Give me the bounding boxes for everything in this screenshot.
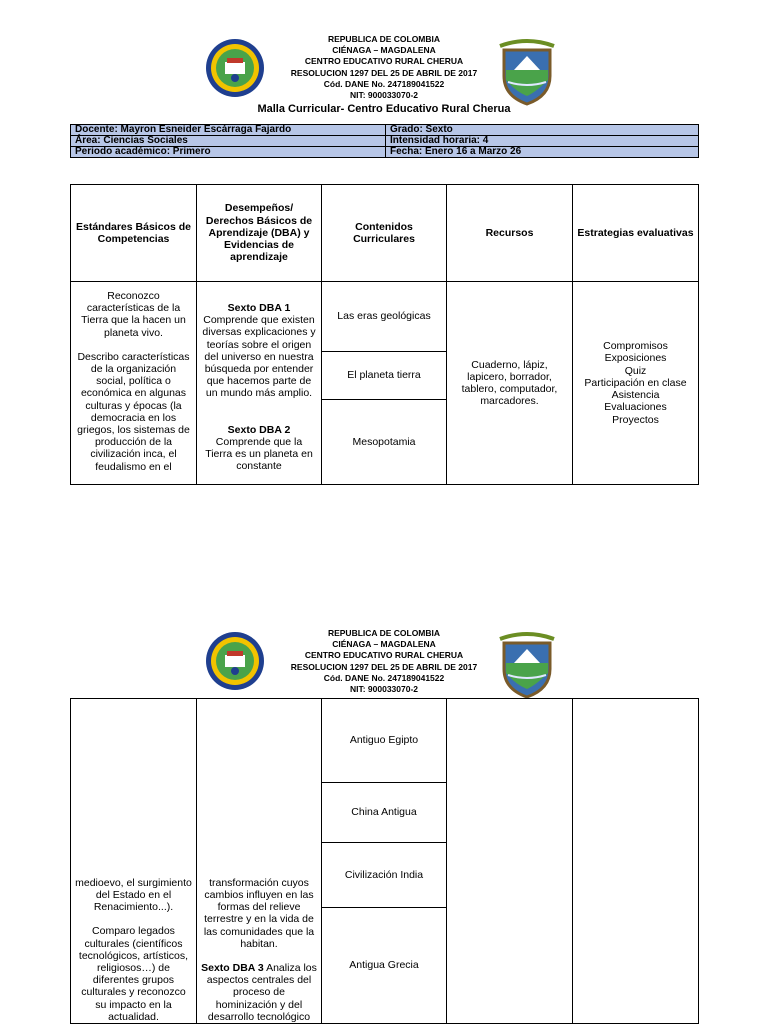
document-subtitle: Malla Curricular- Centro Educativo Rural Cherua bbox=[257, 103, 511, 115]
header-line: CIÉNAGA – MAGDALENA bbox=[332, 45, 436, 56]
grado-cell: Grado: Sexto bbox=[386, 125, 699, 136]
intensidad-cell: Intensidad horaria: 4 bbox=[386, 136, 699, 147]
estrategia-item: Evaluaciones bbox=[604, 401, 667, 414]
dba-text: Comprende que la Tierra es un planeta en constante bbox=[205, 435, 313, 473]
column-header: Desempeños/ Derechos Básicos de Aprendizaje (DBA) y Evidencias de aprendizaje bbox=[196, 184, 322, 282]
institution-header bbox=[270, 628, 498, 695]
estrategia-item: Proyectos bbox=[612, 413, 659, 426]
estrategia-item: Compromisos bbox=[603, 340, 668, 353]
dba-text: Analiza los aspectos centrales del proceso de hominización y del desarrollo tecnológico bbox=[206, 961, 317, 1023]
school-seal-left bbox=[205, 631, 265, 691]
estandares-cell bbox=[70, 698, 197, 1024]
column-header: Estrategias evaluativas bbox=[572, 184, 699, 282]
estandar-text: Describo características de la organización social, política o económica en algunas culturas y épocas (la democracia en los griegos, los sistemas de producción de la civilización inca, el feudalismo en el bbox=[77, 350, 190, 473]
docente-cell: Docente: Mayron Esneider Escárraga Fajardo bbox=[71, 125, 386, 136]
estandar-text: Comparo legados culturales (científicos tecnológicos, artísticos, religiosos…) de diferentes grupos culturales y reconozco su impacto en la actualidad. bbox=[78, 925, 189, 1023]
dba-text: Comprende que existen diversas explicaciones y teorías sobre el origen del universo en nuestra búsqueda por entender que hacemos parte de un mundo más amplio. bbox=[202, 314, 316, 400]
header-line: RESOLUCION 1297 DEL 25 DE ABRIL DE 2017 bbox=[290, 661, 478, 672]
header-line: REPUBLICA DE COLOMBIA bbox=[327, 34, 441, 44]
dba-text: transformación cuyos cambios influyen en las formas del relieve terrestre y en la vida de las comunidades que la habitan. bbox=[203, 876, 315, 950]
fecha-cell: Fecha: Enero 16 a Marzo 26 bbox=[386, 147, 699, 158]
dba-cell bbox=[196, 281, 322, 485]
estrategia-item: Participación en clase bbox=[584, 376, 687, 389]
estrategia-item: Quiz bbox=[624, 364, 647, 377]
school-seal-left bbox=[205, 38, 265, 98]
contenido-cell: Antiguo Egipto bbox=[321, 698, 447, 783]
header-line: NIT: 900033070-2 bbox=[349, 684, 419, 695]
contenido-cell: Antigua Grecia bbox=[321, 907, 447, 1024]
header-line: Cód. DANE No. 247189041522 bbox=[323, 78, 445, 89]
column-header: Estándares Básicos de Competencias bbox=[70, 184, 197, 282]
dba-title: Sexto DBA 2 bbox=[227, 423, 291, 436]
header-line: CIÉNAGA – MAGDALENA bbox=[332, 639, 436, 650]
header-line: RESOLUCION 1297 DEL 25 DE ABRIL DE 2017 bbox=[290, 67, 478, 78]
header-line: NIT: 900033070-2 bbox=[349, 90, 419, 101]
dba-title: Sexto DBA 3 bbox=[201, 961, 264, 974]
contenido-cell: China Antigua bbox=[321, 782, 447, 843]
course-info-table bbox=[70, 124, 699, 158]
estrategia-item: Asistencia bbox=[611, 389, 660, 402]
header-line: CENTRO EDUCATIVO RURAL CHERUA bbox=[304, 650, 464, 661]
school-shield-right bbox=[496, 36, 558, 106]
estrategias-cell-empty bbox=[572, 698, 699, 1024]
estandar-text: Reconozco características de la Tierra que la hacen un planeta vivo. bbox=[81, 290, 186, 339]
column-header: Recursos bbox=[446, 184, 573, 282]
contenido-cell: Mesopotamia bbox=[321, 399, 447, 485]
dba-cell bbox=[196, 698, 322, 1024]
dba-title: Sexto DBA 1 bbox=[227, 302, 291, 314]
contenido-cell: El planeta tierra bbox=[321, 351, 447, 400]
header-line: CENTRO EDUCATIVO RURAL CHERUA bbox=[304, 56, 464, 67]
recursos-cell: Cuaderno, lápiz, lapicero, borrador, tablero, computador, marcadores. bbox=[446, 281, 573, 485]
area-cell: Área: Ciencias Sociales bbox=[71, 136, 386, 147]
estrategias-cell bbox=[572, 281, 699, 485]
institution-header bbox=[270, 34, 498, 101]
school-shield-right bbox=[496, 629, 558, 699]
contenido-cell: Las eras geológicas bbox=[321, 281, 447, 352]
estandares-cell bbox=[70, 281, 197, 485]
contenido-cell: Civilización India bbox=[321, 842, 447, 908]
periodo-cell: Periodo académico: Primero bbox=[71, 147, 386, 158]
estrategia-item: Exposiciones bbox=[604, 352, 667, 365]
recursos-cell-empty bbox=[446, 698, 573, 1024]
estandar-text: medioevo, el surgimiento del Estado en el Renacimiento...). bbox=[75, 876, 192, 914]
header-line: Cód. DANE No. 247189041522 bbox=[323, 672, 445, 683]
column-header: Contenidos Curriculares bbox=[321, 184, 447, 282]
header-line: REPUBLICA DE COLOMBIA bbox=[327, 628, 441, 638]
